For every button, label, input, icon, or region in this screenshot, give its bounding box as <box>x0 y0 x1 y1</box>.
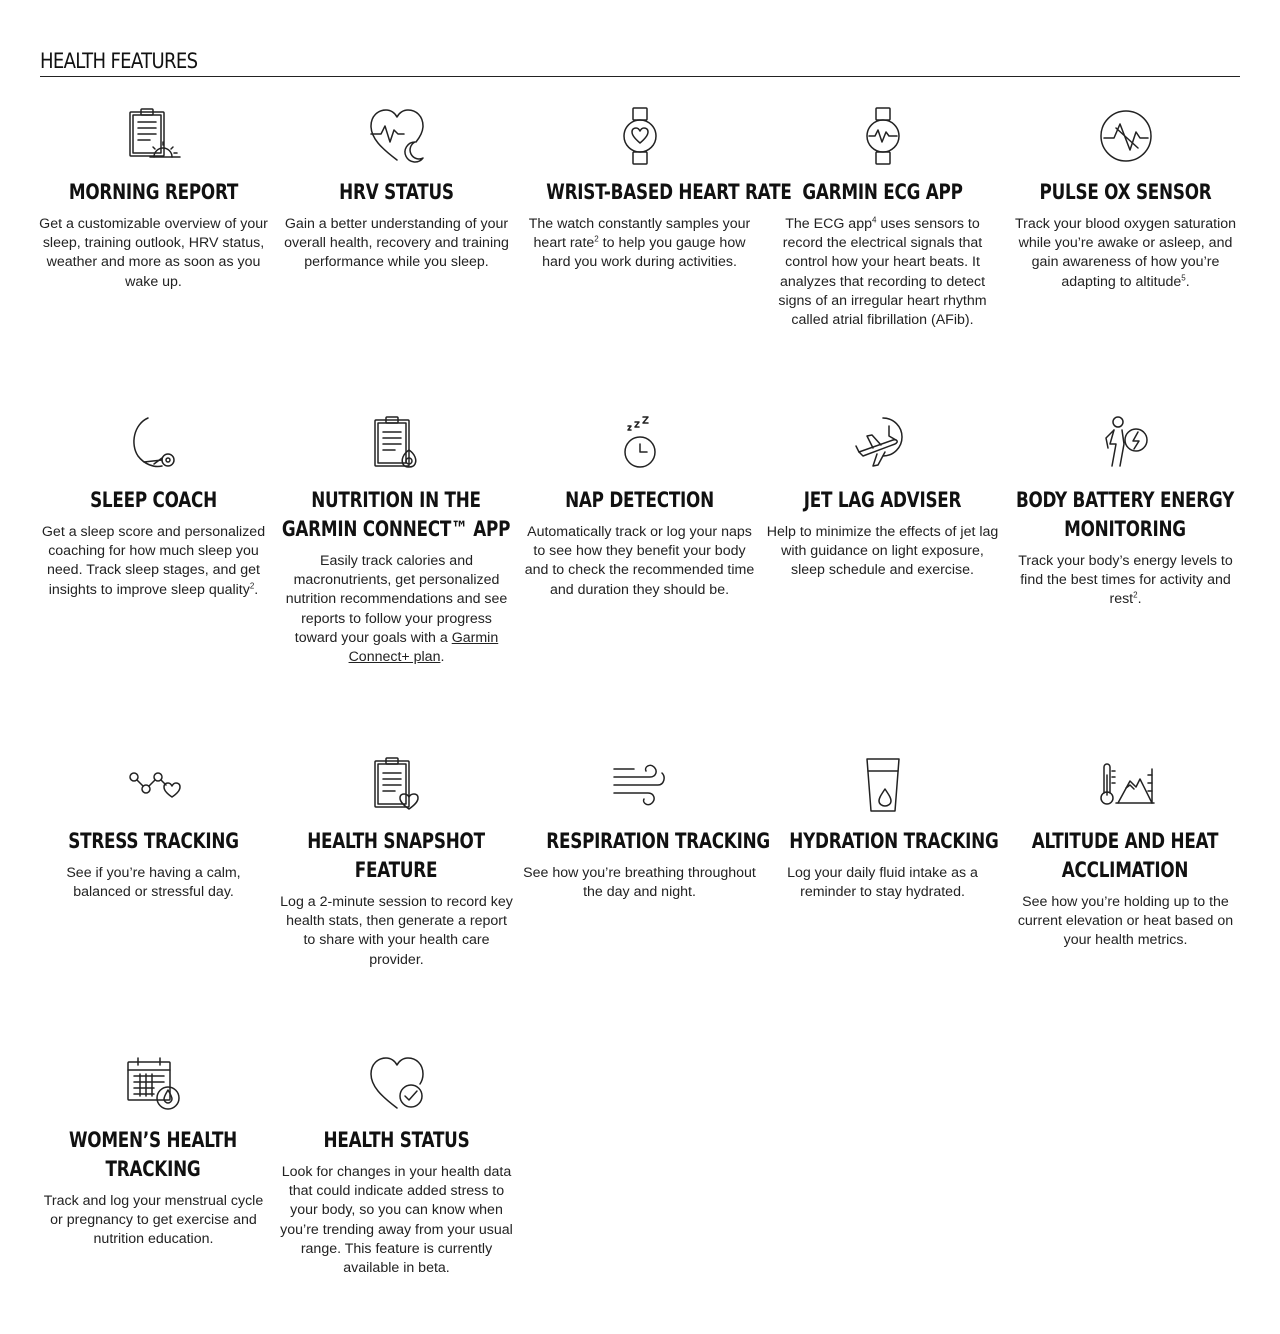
wind-icon <box>610 755 670 815</box>
feature-sleep-coach <box>37 414 270 600</box>
feature-description: Get a sleep score and personalized coaching for how much sleep you need. Track sleep stages, and get insights to improve sleep quality$^2$. <box>41 524 266 598</box>
clipboard-sun-icon <box>124 106 184 166</box>
watch-ecg-icon <box>853 106 913 166</box>
feature-title: WOMEN’S HEALTH TRACKING <box>68 1128 238 1181</box>
feature-title: NUTRITION IN THE GARMIN CONNECT™ APP <box>281 488 511 541</box>
feature-morning-report <box>37 106 270 292</box>
calendar-drop-icon <box>124 1054 184 1114</box>
feature-title: JET LAG ADVISER <box>803 488 962 512</box>
feature-description: Easily track calories and macronutrients, get personalized nutrition recommendations and see reports to follow your progress toward your goals with a Garmin Connect+ plan. <box>285 553 508 666</box>
feature-womens-health <box>37 1054 270 1250</box>
feature-description: See if you’re having a calm, balanced or stressful day. <box>66 865 241 901</box>
glass-drop-icon <box>853 755 913 815</box>
feature-title: ALTITUDE AND HEAT ACCLIMATION <box>1031 829 1219 882</box>
feature-description: Gain a better understanding of your overall health, recovery and training performance while you sleep. <box>284 216 509 271</box>
feature-wrist-heart-rate <box>523 106 792 273</box>
feature-description: See how you’re holding up to the current elevation or heat based on your health metrics. <box>1017 894 1234 949</box>
heart-check-icon <box>367 1054 427 1114</box>
feature-pulse-ox <box>1009 106 1242 292</box>
feature-description: See how you’re breathing throughout the day and night. <box>523 865 756 901</box>
feature-title: BODY BATTERY ENERGY MONITORING <box>1015 488 1235 541</box>
feature-title: STRESS TRACKING <box>68 829 239 853</box>
feature-title: HEALTH STATUS <box>323 1128 470 1152</box>
feature-stress-tracking <box>37 755 270 902</box>
feature-description: Track and log your menstrual cycle or pregnancy to get exercise and nutrition education. <box>43 1193 264 1248</box>
feature-ecg-app <box>766 106 999 330</box>
feature-title: RESPIRATION TRACKING <box>546 829 770 853</box>
feature-description: Help to minimize the effects of jet lag with guidance on light exposure, sleep schedule and exercise. <box>766 524 999 579</box>
feature-description: Track your body’s energy levels to find the best times for activity and rest$^2$. <box>1018 553 1233 608</box>
feature-description: The watch constantly samples your heart rate$^2$ to help you gauge how hard you work during activities. <box>528 216 751 271</box>
heart-moon-icon <box>367 106 427 166</box>
feature-health-status <box>280 1054 513 1278</box>
feature-jet-lag <box>766 414 999 581</box>
feature-respiration <box>523 755 770 902</box>
feature-description: Log a 2-minute session to record key health stats, then generate a report to share with your health care provider. <box>280 894 513 968</box>
thermometer-mountain-icon <box>1096 755 1156 815</box>
section-title: HEALTH FEATURES <box>40 49 198 73</box>
feature-title: HEALTH SNAPSHOT FEATURE <box>307 829 485 882</box>
feature-body-battery <box>1009 414 1242 610</box>
clock-zzz-icon <box>610 414 670 474</box>
feature-description: Track your blood oxygen saturation while you’re awake or asleep, and gain awareness of how you’re adapting to altitude$^5$. <box>1014 216 1237 290</box>
plane-clock-icon <box>853 414 913 474</box>
garmin-connect-plus-link[interactable]: Garmin Connect+ plan <box>348 629 499 666</box>
feature-title: HRV STATUS <box>339 180 454 204</box>
moon-sleep-icon <box>124 414 184 474</box>
stress-dots-heart-icon <box>124 755 184 815</box>
section-heading <box>40 46 1240 77</box>
feature-description: Automatically track or log your naps to see how they benefit your body and to check the recommended time and duration they should be. <box>524 524 755 598</box>
feature-health-snapshot <box>280 755 513 970</box>
feature-hydration <box>766 755 999 902</box>
feature-title: SLEEP COACH <box>90 488 217 512</box>
feature-description: The ECG app$^4$ uses sensors to record the electrical signals that control how your heart beats. It analyzes that recording to detect signs of an irregular heart rhythm called atrial fibrillation (AFib). <box>778 215 987 329</box>
feature-title: NAP DETECTION <box>565 488 714 512</box>
feature-title: HYDRATION TRACKING <box>789 829 999 853</box>
clipboard-heart-icon <box>367 755 427 815</box>
feature-altitude-heat <box>1009 755 1242 951</box>
feature-nap-detection <box>523 414 756 600</box>
feature-description: Look for changes in your health data that could indicate added stress to your body, so you can know when you’re trending away from your usual range. This feature is currently available in beta. <box>280 1164 513 1277</box>
feature-nutrition <box>280 414 513 667</box>
feature-hrv-status <box>280 106 513 273</box>
pulse-ox-icon <box>1096 106 1156 166</box>
feature-description: Log your daily fluid intake as a reminder to stay hydrated. <box>787 865 978 901</box>
person-energy-icon <box>1096 414 1156 474</box>
feature-title: PULSE OX SENSOR <box>1039 180 1212 204</box>
feature-title: GARMIN ECG APP <box>802 180 963 204</box>
watch-heart-icon <box>610 106 670 166</box>
feature-title: WRIST-BASED HEART RATE <box>546 180 792 204</box>
feature-title: MORNING REPORT <box>68 180 239 204</box>
feature-description: Get a customizable overview of your sleep, training outlook, HRV status, weather and more as soon as you wake up. <box>39 216 268 290</box>
clipboard-avocado-icon <box>367 414 427 474</box>
